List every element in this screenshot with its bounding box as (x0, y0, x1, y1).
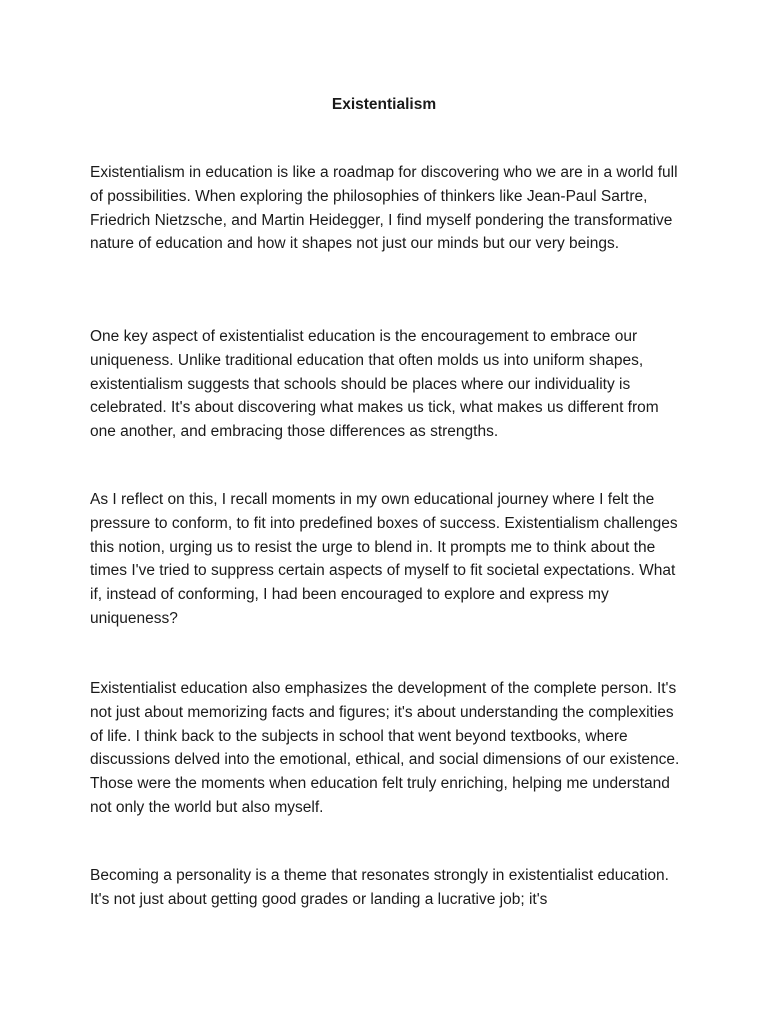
paragraph-1: Existentialism in education is like a roadmap for discovering who we are in a world full of possibilities. When exploring the philosophies of thinkers like Jean-Paul Sartre, Friedrich Nietzsche, and Martin Heidegger, I find myself pondering the transformative nature of education and how it shapes not just our minds but our very beings. (90, 164, 678, 253)
paragraph-3: As I reflect on this, I recall moments in my own educational journey where I felt the pressure to conform, to fit into predefined boxes of success. Existentialism challenges this notion, urging us to resist the urge to blend in. It prompts me to think about the times I've tried to suppress certain aspects of myself to fit societal expectations. What if, instead of conforming, I had been encouraged to explore and express my uniqueness? (90, 491, 678, 627)
paragraph-5: Becoming a personality is a theme that resonates strongly in existentialist education. It's not just about getting good grades or landing a lucrative job; it's (90, 867, 669, 908)
paragraph-4: Existentialist education also emphasizes the development of the complete person. It's not just about memorizing facts and figures; it's about understanding the complexities of life. I think back to the subjects in school that went beyond textbooks, where discussions delved into the emotional, ethical, and social dimensions of our existence. Those were the moments when education felt truly enriching, helping me understand not only the world but also myself. (90, 680, 680, 816)
paragraph-2: One key aspect of existentialist education is the encouragement to embrace our uniqueness. Unlike traditional education that often molds us into uniform shapes, existentialism suggests that schools should be places where our individuality is celebrated. It's about discovering what makes us tick, what makes us different from one another, and embracing those differences as strengths. (90, 328, 659, 441)
document-title: Existentialism (331, 96, 437, 113)
